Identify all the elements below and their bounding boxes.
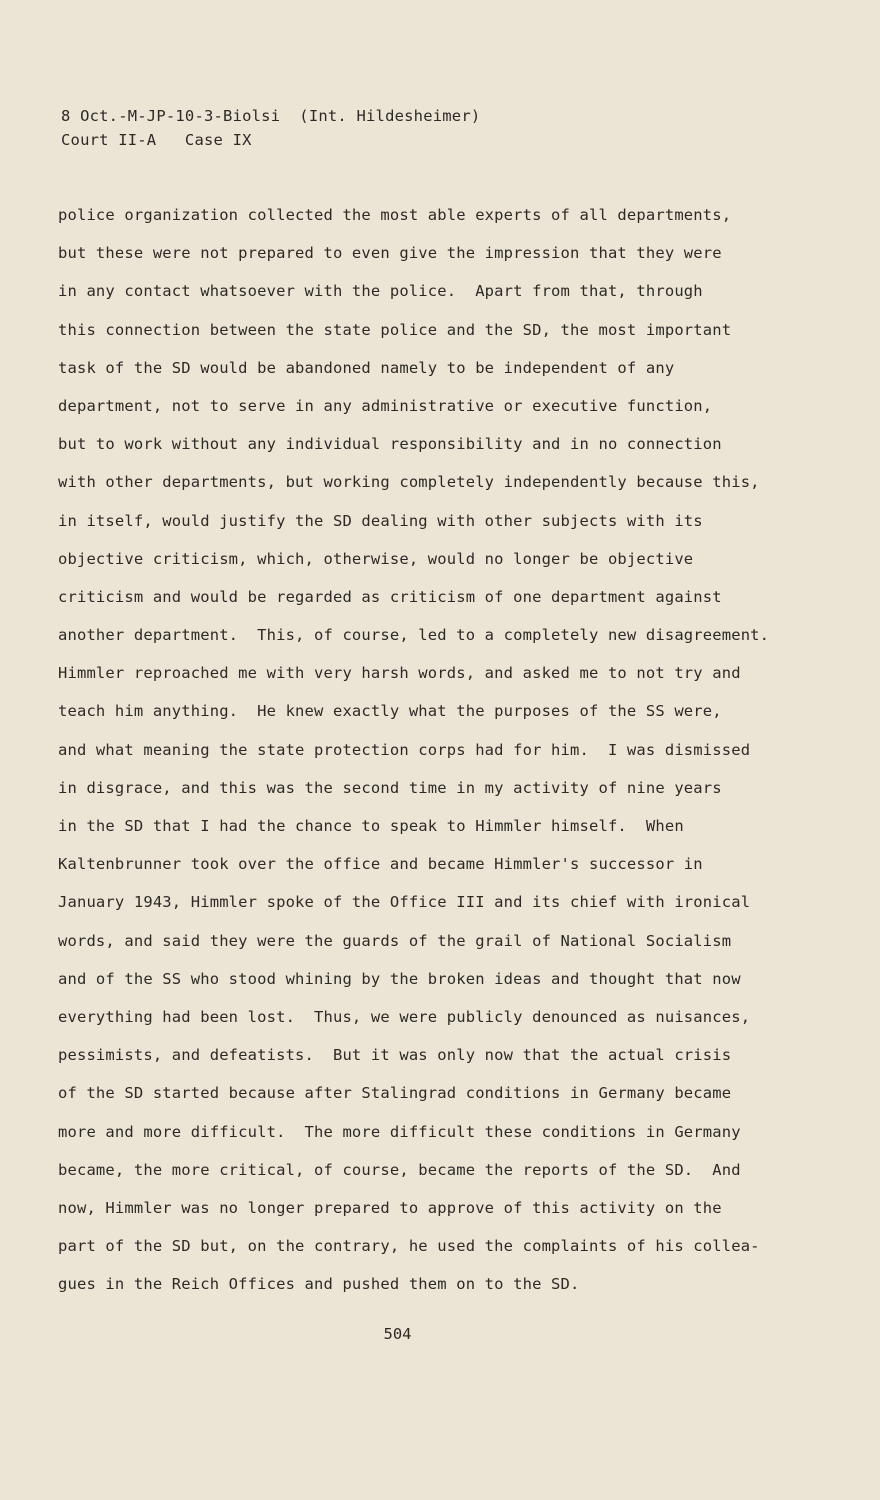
text-line: everything had been lost. Thus, we were publicly denounced as nuisances,: [58, 1007, 751, 1026]
text-line: Kaltenbrunner took over the office and became Himmler's successor in: [58, 855, 703, 874]
text-line: department, not to serve in any administrative or executive function,: [58, 396, 713, 415]
document-header: [61, 104, 480, 152]
text-line: in the SD that I had the chance to speak to Himmler himself. When: [58, 817, 684, 835]
text-line: now, Himmler was no longer prepared to approve of this activity on the: [58, 1198, 722, 1217]
text-line: but to work without any individual responsibility and in no connection: [58, 435, 722, 454]
text-line: objective criticism, which, otherwise, would no longer be objective: [58, 549, 694, 568]
text-line: in disgrace, and this was the second time in my activity of nine years: [58, 778, 722, 797]
text-line: this connection between the state police and the SD, the most important: [58, 320, 732, 339]
header-court-line: Court II-A Case IX: [61, 131, 252, 149]
text-line: of the SD started because after Stalingrad conditions in Germany became: [58, 1084, 732, 1103]
text-line: became, the more critical, of course, became the reports of the SD. And: [58, 1160, 741, 1179]
text-line: January 1943, Himmler spoke of the Office III and its chief with ironical: [58, 893, 751, 912]
text-line: but these were not prepared to even give the impression that they were: [58, 244, 722, 263]
text-line: pessimists, and defeatists. But it was only now that the actual crisis: [58, 1046, 732, 1065]
text-line: task of the SD would be abandoned namely to be independent of any: [58, 358, 675, 377]
page-number: 504: [383, 1325, 412, 1343]
text-line: part of the SD but, on the contrary, he used the complaints of his collea-: [58, 1237, 760, 1256]
text-line: words, and said they were the guards of the grail of National Socialism: [58, 931, 732, 950]
text-line: criticism and would be regarded as criticism of one department against: [58, 587, 722, 606]
text-line: and of the SS who stood whining by the broken ideas and thought that now: [58, 969, 741, 988]
text-line: and what meaning the state protection corps had for him. I was dismissed: [58, 740, 751, 759]
text-line: another department. This, of course, led to a completely new disagreement.: [58, 626, 770, 645]
text-line: Himmler reproached me with very harsh words, and asked me to not try and: [58, 664, 741, 683]
text-line: in any contact whatsoever with the police. Apart from that, through: [58, 282, 703, 301]
text-line: more and more difficult. The more difficult these conditions in Germany: [58, 1122, 741, 1141]
header-reference-line: 8 Oct.-M-JP-10-3-Biolsi (Int. Hildesheimer): [61, 107, 481, 125]
text-line: police organization collected the most able experts of all departments,: [58, 206, 732, 224]
testimony-text: [58, 203, 838, 1310]
text-line: teach him anything. He knew exactly what the purposes of the SS were,: [58, 702, 722, 721]
text-line: gues in the Reich Offices and pushed them on to the SD.: [58, 1275, 580, 1294]
text-line: with other departments, but working completely independently because this,: [58, 473, 760, 492]
text-line: in itself, would justify the SD dealing with other subjects with its: [58, 511, 703, 530]
